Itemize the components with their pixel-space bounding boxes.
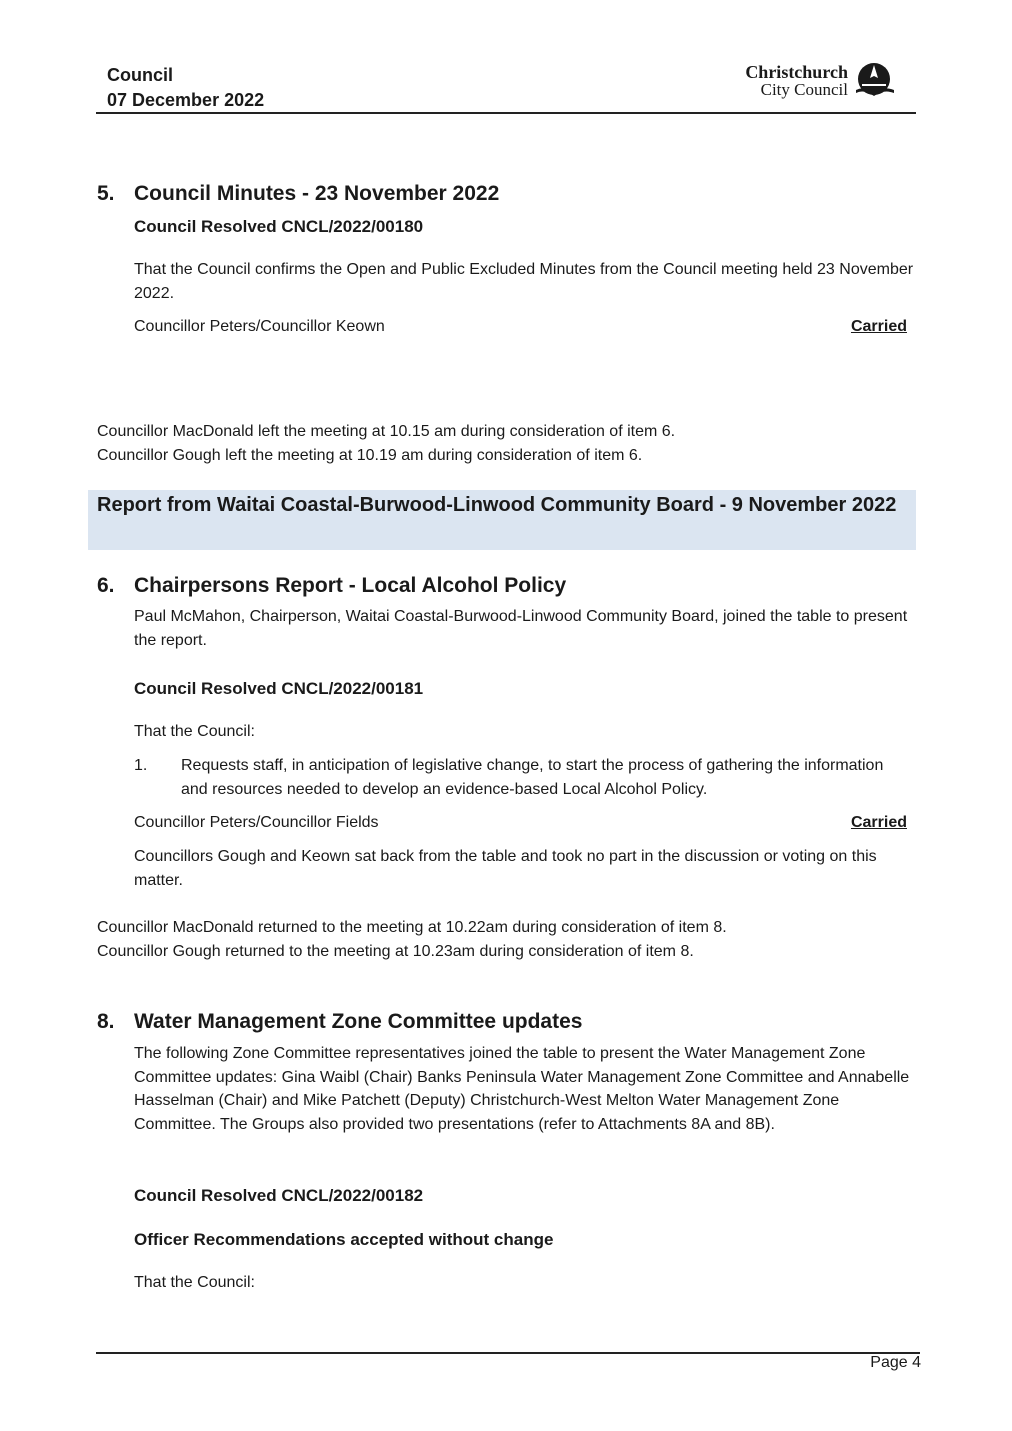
item8-intro: The following Zone Committee representatives joined the table to present the Water Management Zone Committee updates: Gina Waibl (Chair) Banks Peninsula Water Management Zone Committee and Annabelle Hasselman (Chair) and Mike Patchett (Deputy) Christchurch-West Melton Water Management Zone Committee. The Groups also provided two presentations (refer to Attachments 8A and 8B). xyxy=(134,1045,910,1133)
item5-text: That the Council confirms the Open and Public Excluded Minutes from the Council meeting held 23 November 2022. xyxy=(134,261,914,302)
item6-note: Councillors Gough and Keown sat back from the table and took no part in the discussion or voting on this matter. xyxy=(134,848,877,889)
logo-line2: City Council xyxy=(760,80,848,99)
footer-rule xyxy=(96,1352,920,1354)
item8-subheading: Officer Recommendations accepted without change xyxy=(134,1230,554,1249)
cathedral-logo-icon xyxy=(854,62,896,100)
item5-title: Council Minutes - 23 November 2022 xyxy=(134,182,500,205)
item6-number: 6. xyxy=(97,574,115,597)
item8-title: Water Management Zone Committee updates xyxy=(134,1010,583,1033)
item6-list-number: 1. xyxy=(134,757,148,774)
attendance-notes-2 xyxy=(97,916,907,963)
header-block xyxy=(107,63,264,113)
item6-title: Chairpersons Report - Local Alcohol Policy xyxy=(134,574,567,597)
logo-line1: Christchurch xyxy=(745,62,848,82)
item8-resolution: Council Resolved CNCL/2022/00182 xyxy=(134,1186,424,1205)
item6-outcome: Carried xyxy=(850,814,907,831)
item8-number: 8. xyxy=(97,1010,115,1033)
attendance-notes-1 xyxy=(97,420,907,467)
section-band-title: Report from Waitai Coastal-Burwood-Linwood Community Board - 9 November 2022 xyxy=(97,494,897,516)
note-line: Councillor MacDonald left the meeting at 10.15 am during consideration of item 6. xyxy=(97,423,676,440)
council-logo xyxy=(714,62,896,102)
document-title: Council xyxy=(107,65,173,85)
item6-list-text: Requests staff, in anticipation of legislative change, to start the process of gathering the information and resources needed to develop an evidence-based Local Alcohol Policy. xyxy=(181,757,884,798)
item6-lead: That the Council: xyxy=(134,723,255,740)
item5-movers: Councillor Peters/Councillor Keown xyxy=(134,318,385,335)
item5-heading xyxy=(97,180,499,208)
item8-lead: That the Council: xyxy=(134,1274,255,1291)
item6-intro: Paul McMahon, Chairperson, Waitai Coastal-Burwood-Linwood Community Board, joined the table to present the report. xyxy=(134,608,908,649)
page-number: Page 4 xyxy=(870,1354,921,1371)
item5-resolution: Council Resolved CNCL/2022/00180 xyxy=(134,217,424,236)
item5-outcome: Carried xyxy=(850,318,907,335)
item6-movers: Councillor Peters/Councillor Fields xyxy=(134,814,379,831)
note-line: Councillor Gough left the meeting at 10.19 am during consideration of item 6. xyxy=(97,446,643,464)
note-line: Councillor MacDonald returned to the meeting at 10.22am during consideration of item 8. xyxy=(97,919,727,936)
item6-resolution: Council Resolved CNCL/2022/00181 xyxy=(134,679,424,698)
item6-heading xyxy=(97,572,566,600)
item5-number: 5. xyxy=(97,182,115,205)
document-date: 07 December 2022 xyxy=(107,90,265,110)
note-line: Councillor Gough returned to the meeting at 10.23am during consideration of item 8. xyxy=(97,942,694,960)
item8-heading xyxy=(97,1008,582,1036)
header-rule xyxy=(96,112,916,114)
